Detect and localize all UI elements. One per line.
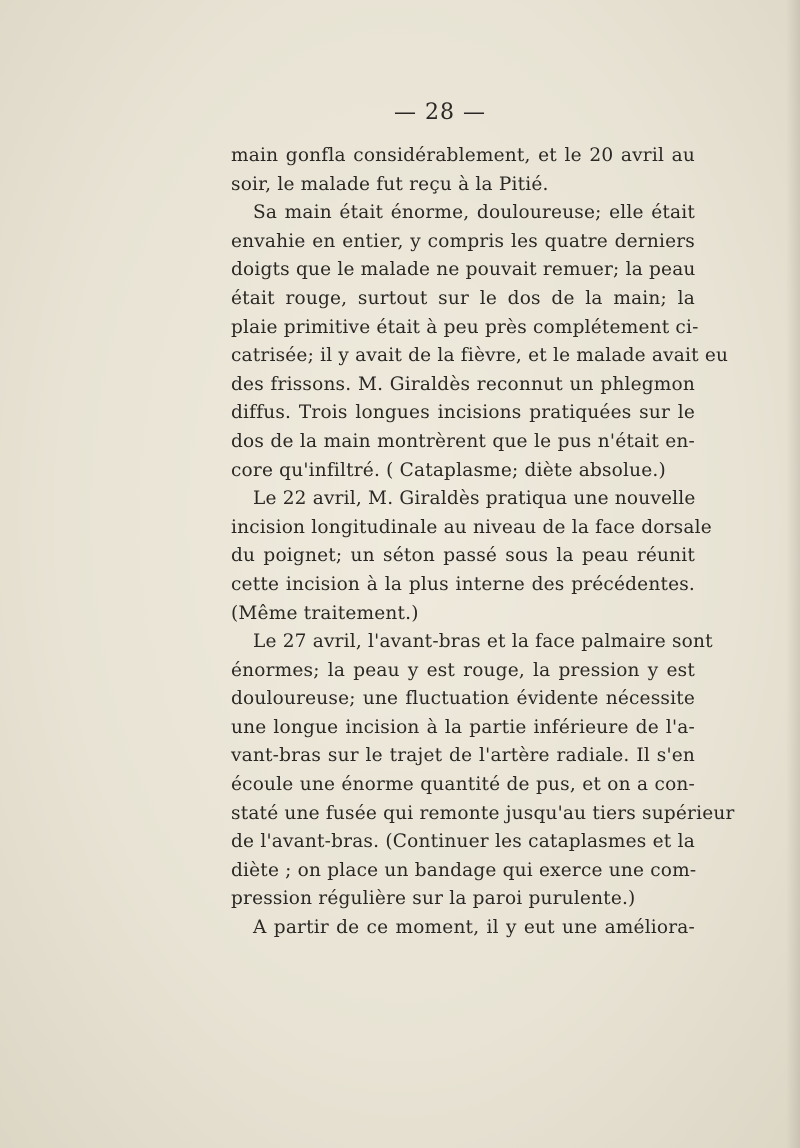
text-line: diffus. Trois longues incisions pratiquées sur le: [231, 402, 695, 424]
text-line: incision longitudinale au niveau de la face dorsale: [231, 516, 712, 538]
text-line: core qu'infiltré. ( Cataplasme; diète absolue.): [231, 459, 666, 481]
text-line: staté une fusée qui remonte jusqu'au tiers supérieur: [231, 802, 735, 824]
text-line: une longue incision à la partie inférieure de l'a-: [231, 716, 695, 738]
text-line: écoule une énorme quantité de pus, et on a con-: [231, 774, 695, 796]
text-line: énormes; la peau y est rouge, la pression y est: [231, 659, 695, 681]
text-line: était rouge, surtout sur le dos de la main; la: [231, 287, 695, 309]
text-line: A partir de ce moment, il y eut une améliora-: [253, 917, 695, 939]
text-line: diète ; on place un bandage qui exerce une com-: [231, 859, 697, 881]
text-line: plaie primitive était à peu près complétement ci-: [231, 316, 699, 338]
text-line: catrisée; il y avait de la fièvre, et le malade avait eu: [231, 345, 729, 367]
text-line: (Même traitement.): [231, 602, 419, 624]
text-line: main gonfla considérablement, et le 20 avril au: [231, 145, 695, 166]
text-line: du poignet; un séton passé sous la peau réunit: [231, 545, 695, 567]
text-line: de l'avant-bras. (Continuer les cataplasmes et la: [231, 831, 695, 853]
page-edge-shadow: [786, 0, 800, 1148]
body-text: [231, 142, 735, 943]
text-line: douloureuse; une fluctuation évidente nécessite: [231, 688, 695, 710]
page-number: — 28 —: [394, 100, 486, 125]
text-line: cette incision à la plus interne des précédentes.: [231, 573, 695, 595]
text-line: Le 27 avril, l'avant-bras et la face palmaire sont: [253, 631, 713, 653]
text-line: Le 22 avril, M. Giraldès pratiqua une nouvelle: [253, 488, 696, 510]
text-line: doigts que le malade ne pouvait remuer; la peau: [231, 259, 696, 281]
text-line: envahie en entier, y compris les quatre derniers: [231, 230, 695, 252]
text-line: pression régulière sur la paroi purulente.): [231, 888, 636, 910]
text-line: dos de la main montrèrent que le pus n'était en-: [231, 430, 695, 452]
text-line: Sa main était énorme, douloureuse; elle était: [253, 202, 695, 224]
text-line: des frissons. M. Giraldès reconnut un phlegmon: [231, 373, 695, 395]
text-line: vant-bras sur le trajet de l'artère radiale. Il s'en: [231, 745, 695, 767]
text-line: soir, le malade fut reçu à la Pitié.: [231, 173, 549, 195]
